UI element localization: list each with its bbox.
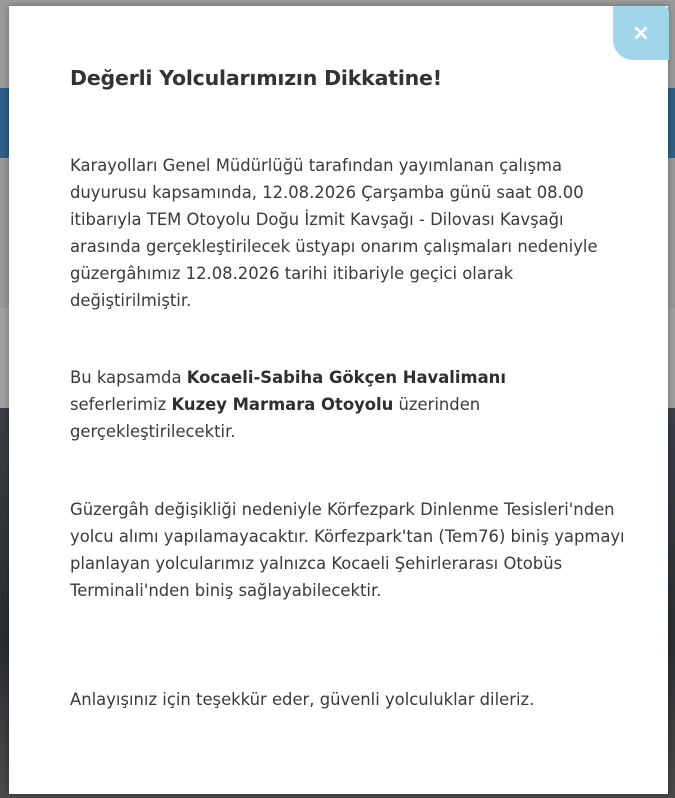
paragraph-2-prefix: Bu kapsamda [70,368,187,387]
paragraph-2-suffix: üzerinden gerçekleştirilecektir. [70,395,481,441]
paragraph-2-middle: seferlerimiz [70,395,172,414]
announcement-closing: Anlayışınız için teşekkür eder, güvenli yolculuklar dileriz. [70,690,535,709]
announcement-paragraph-2 [70,364,590,445]
close-button[interactable] [613,6,669,60]
route-name-airport: Kocaeli-Sabiha Gökçen Havalimanı [186,368,506,387]
modal-title: Değerli Yolcularımızın Dikkatine! [70,66,442,90]
announcement-paragraph-3: Güzergâh değişikliği nedeniyle Körfezpark Dinlenme Tesisleri'nden yolcu alımı yapılamayacaktır. Körfezpark'tan (Tem76) biniş yapmayı planlayan yolcularımız yalnızca Kocaeli Şehirlerarası Otobüs Terminali'nden biniş sağlayabilecektir. [70,500,625,600]
route-name-highway: Kuzey Marmara Otoyolu [171,395,394,414]
announcement-paragraph-1: Karayolları Genel Müdürlüğü tarafından yayımlanan çalışma duyurusu kapsamında, 12.08.2026 Çarşamba günü saat 08.00 itibarıyla TEM Otoyolu Doğu İzmit Kavşağı - Dilovası Kavşağı arasında gerçekleştirilecek üstyapı onarım çalışmaları nedeniyle güzergâhımız 12.08.2026 tarihi itibariyle geçici olarak değiştirilmiştir. [70,156,598,310]
close-icon[interactable]: × [631,20,651,46]
modal-content [70,66,630,709]
announcement-modal [9,6,668,794]
